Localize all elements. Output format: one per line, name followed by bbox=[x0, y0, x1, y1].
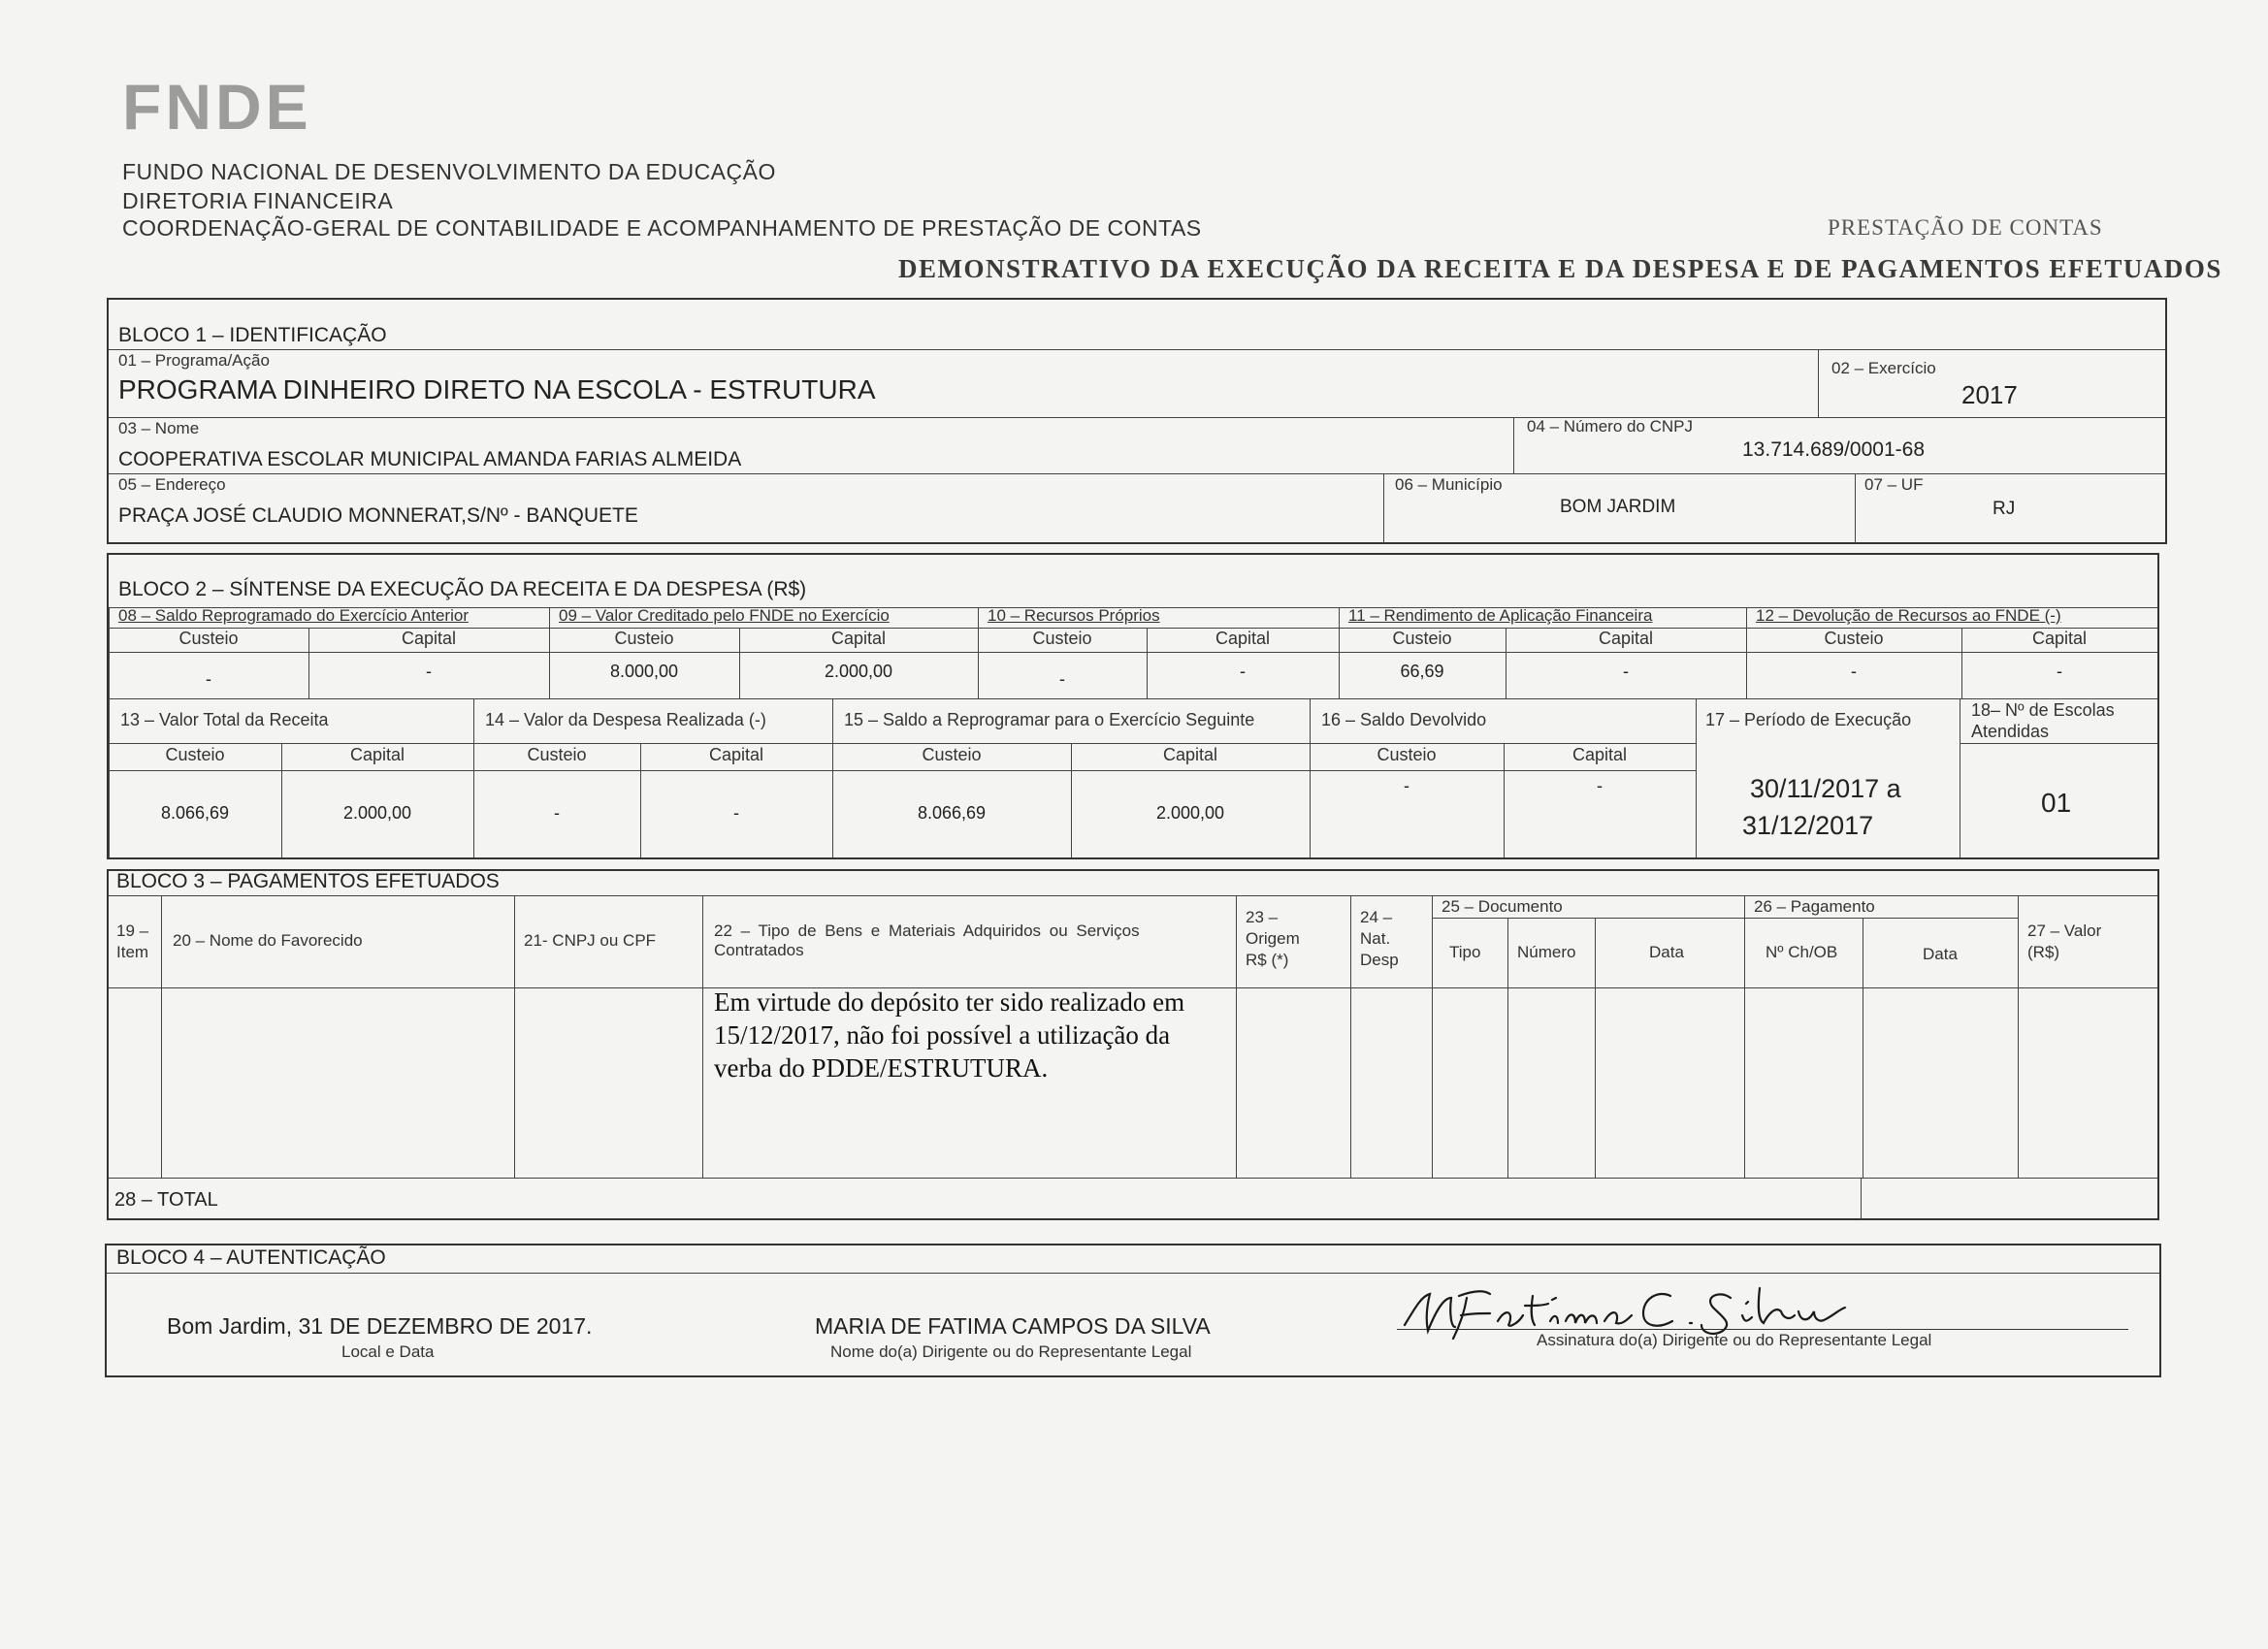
org-name: FUNDO NACIONAL DE DESENVOLVIMENTO DA EDUCAÇÃO bbox=[122, 159, 776, 184]
municipio-label: 06 – Município bbox=[1395, 475, 1503, 494]
r1-group-4-custeio-header: Custeio bbox=[1824, 629, 1884, 648]
r2-group-1-capital-value: - bbox=[733, 803, 739, 823]
r2-group-2-capital-value: 2.000,00 bbox=[1155, 803, 1225, 823]
uf-value: RJ bbox=[1993, 499, 2016, 519]
h19a: 19 – bbox=[116, 922, 149, 940]
programa-label: 01 – Programa/Ação bbox=[118, 351, 270, 370]
note-line-1: Em virtude do depósito ter sido realizado em bbox=[714, 987, 1185, 1017]
r2-group-2-capital-header: Capital bbox=[1162, 745, 1218, 764]
r1-group-3-custeio-header: Custeio bbox=[1392, 629, 1452, 648]
r1-group-1-custeio-header: Custeio bbox=[614, 629, 674, 648]
r1-group-0-label: 08 – Saldo Reprogramado do Exercício Anterior bbox=[118, 606, 469, 625]
note-line-2: 15/12/2017, não foi possível a utilização da bbox=[714, 1020, 1171, 1050]
nome-label: 03 – Nome bbox=[118, 419, 200, 437]
r2-group-3-label: 16 – Saldo Devolvido bbox=[1321, 710, 1487, 729]
r1-group-4-capital-header: Capital bbox=[2031, 629, 2088, 648]
r2-group-1-capital-header: Capital bbox=[708, 745, 764, 764]
r2-group-0-capital-header: Capital bbox=[349, 745, 405, 764]
r1-group-0-custeio-header: Custeio bbox=[178, 629, 239, 648]
periodo-end: 31/12/2017 bbox=[1742, 811, 1874, 840]
r1-group-4-label: 12 – Devolução de Recursos ao FNDE (-) bbox=[1756, 606, 2061, 625]
escolas-label-2: Atendidas bbox=[1971, 722, 2050, 741]
endereco-value: PRAÇA JOSÉ CLAUDIO MONNERAT,S/Nº - BANQUETE bbox=[118, 504, 638, 527]
r2-group-3-capital-header: Capital bbox=[1571, 745, 1628, 764]
endereco-label: 05 – Endereço bbox=[118, 475, 226, 494]
r1-group-0-capital-header: Capital bbox=[401, 629, 457, 648]
h22b: Contratados bbox=[714, 941, 804, 959]
h26-data: Data bbox=[1923, 945, 1958, 963]
h26: 26 – Pagamento bbox=[1754, 897, 1875, 916]
escolas-label-1: 18– Nº de Escolas bbox=[1971, 700, 2115, 720]
r1-group-2-capital-header: Capital bbox=[1215, 629, 1271, 648]
h25: 25 – Documento bbox=[1442, 897, 1563, 916]
bloco2-title: BLOCO 2 – SÍNTENSE DA EXECUÇÃO DA RECEITA E DA DESPESA (R$) bbox=[118, 578, 807, 600]
r1-group-2-custeio-header: Custeio bbox=[1032, 629, 1092, 648]
r1-group-0-custeio-value: - bbox=[206, 669, 211, 689]
r2-group-3-capital-value: - bbox=[1597, 776, 1603, 795]
r1-group-2-label: 10 – Recursos Próprios bbox=[988, 606, 1160, 625]
document-title: DEMONSTRATIVO DA EXECUÇÃO DA RECEITA E DA DESPESA E DE PAGAMENTOS EFETUADOS bbox=[898, 254, 2222, 283]
dirigente-nome: MARIA DE FATIMA CAMPOS DA SILVA bbox=[815, 1313, 1211, 1339]
r2-group-0-label: 13 – Valor Total da Receita bbox=[120, 710, 329, 729]
right-tag: PRESTAÇÃO DE CONTAS bbox=[1828, 215, 2103, 240]
r1-group-1-label: 09 – Valor Creditado pelo FNDE no Exercício bbox=[559, 606, 890, 625]
h23a: 23 – bbox=[1246, 908, 1279, 926]
cnpj-label: 04 – Número do CNPJ bbox=[1527, 417, 1694, 436]
h26-ch: Nº Ch/OB bbox=[1766, 943, 1838, 961]
h19b: Item bbox=[116, 943, 149, 961]
signature-image bbox=[1397, 1277, 1940, 1344]
h22a: 22 – Tipo de Bens e Materiais Adquiridos ou Serviços bbox=[714, 922, 1140, 940]
r2-group-2-custeio-value: 8.066,69 bbox=[917, 803, 987, 823]
exercicio-value: 2017 bbox=[1961, 380, 2018, 409]
r2-group-0-capital-value: 2.000,00 bbox=[342, 803, 412, 823]
local-label: Local e Data bbox=[341, 1342, 435, 1361]
r2-group-2-label: 15 – Saldo a Reprogramar para o Exercício Seguinte bbox=[844, 710, 1255, 729]
periodo-label: 17 – Período de Execução bbox=[1705, 710, 1912, 729]
h25-numero: Número bbox=[1517, 943, 1576, 961]
r1-group-2-custeio-value: - bbox=[1059, 669, 1065, 689]
r1-group-3-capital-value: - bbox=[1623, 662, 1629, 681]
exercicio-label: 02 – Exercício bbox=[1831, 359, 1936, 377]
r2-group-1-custeio-header: Custeio bbox=[527, 745, 587, 764]
r1-group-3-custeio-value: 66,69 bbox=[1400, 662, 1444, 681]
h27b: (R$) bbox=[2027, 943, 2060, 961]
periodo-start: 30/11/2017 a bbox=[1750, 774, 1901, 803]
escolas-value: 01 bbox=[2041, 788, 2072, 818]
programa-value: PROGRAMA DINHEIRO DIRETO NA ESCOLA - ESTRUTURA bbox=[118, 374, 876, 404]
bloco1-title: BLOCO 1 – IDENTIFICAÇÃO bbox=[118, 324, 387, 346]
r1-group-0-capital-value: - bbox=[426, 662, 432, 681]
h24a: 24 – bbox=[1360, 908, 1393, 926]
h21: 21- CNPJ ou CPF bbox=[524, 931, 657, 950]
r2-group-3-custeio-header: Custeio bbox=[1377, 745, 1437, 764]
h23c: R$ (*) bbox=[1246, 951, 1289, 969]
h25-data: Data bbox=[1649, 943, 1684, 961]
h24c: Desp bbox=[1360, 951, 1399, 969]
municipio-value: BOM JARDIM bbox=[1560, 497, 1676, 517]
bloco4-title: BLOCO 4 – AUTENTICAÇÃO bbox=[116, 1246, 386, 1269]
local-data: Bom Jardim, 31 DE DEZEMBRO DE 2017. bbox=[167, 1313, 593, 1339]
fnde-logo: FNDE bbox=[122, 71, 312, 143]
r2-group-3-custeio-value: - bbox=[1404, 776, 1409, 795]
bloco3-title: BLOCO 3 – PAGAMENTOS EFETUADOS bbox=[116, 870, 500, 892]
uf-label: 07 – UF bbox=[1864, 475, 1924, 494]
r1-group-4-custeio-value: - bbox=[1851, 662, 1857, 681]
r1-group-1-capital-header: Capital bbox=[830, 629, 887, 648]
dirigente-nome-label: Nome do(a) Dirigente ou do Representante Legal bbox=[830, 1342, 1192, 1361]
r1-group-3-label: 11 – Rendimento de Aplicação Financeira bbox=[1348, 606, 1653, 625]
r2-group-1-custeio-value: - bbox=[554, 803, 560, 823]
h20: 20 – Nome do Favorecido bbox=[173, 931, 363, 950]
r1-group-4-capital-value: - bbox=[2057, 662, 2062, 681]
r1-group-3-capital-header: Capital bbox=[1598, 629, 1654, 648]
r1-group-2-capital-value: - bbox=[1240, 662, 1246, 681]
note-line-3: verba do PDDE/ESTRUTURA. bbox=[714, 1053, 1049, 1083]
r2-group-1-label: 14 – Valor da Despesa Realizada (-) bbox=[485, 710, 766, 729]
r1-group-1-capital-value: 2.000,00 bbox=[824, 662, 893, 681]
nome-value: COOPERATIVA ESCOLAR MUNICIPAL AMANDA FARIAS ALMEIDA bbox=[118, 448, 742, 470]
dept-name: DIRETORIA FINANCEIRA bbox=[122, 188, 394, 213]
h23b: Origem bbox=[1246, 929, 1300, 948]
cnpj-value: 13.714.689/0001-68 bbox=[1742, 438, 1926, 461]
h25-tipo: Tipo bbox=[1449, 943, 1481, 961]
total-label: 28 – TOTAL bbox=[114, 1189, 218, 1211]
h27a: 27 – Valor bbox=[2027, 922, 2102, 940]
r1-group-1-custeio-value: 8.000,00 bbox=[609, 662, 679, 681]
coord-name: COORDENAÇÃO-GERAL DE CONTABILIDADE E ACOMPANHAMENTO DE PRESTAÇÃO DE CONTAS bbox=[122, 215, 1202, 241]
h24b: Nat. bbox=[1360, 929, 1391, 948]
r2-group-2-custeio-header: Custeio bbox=[922, 745, 982, 764]
r2-group-0-custeio-header: Custeio bbox=[165, 745, 225, 764]
r2-group-0-custeio-value: 8.066,69 bbox=[160, 803, 230, 823]
assinatura-label: Assinatura do(a) Dirigente ou do Representante Legal bbox=[1537, 1331, 1932, 1349]
